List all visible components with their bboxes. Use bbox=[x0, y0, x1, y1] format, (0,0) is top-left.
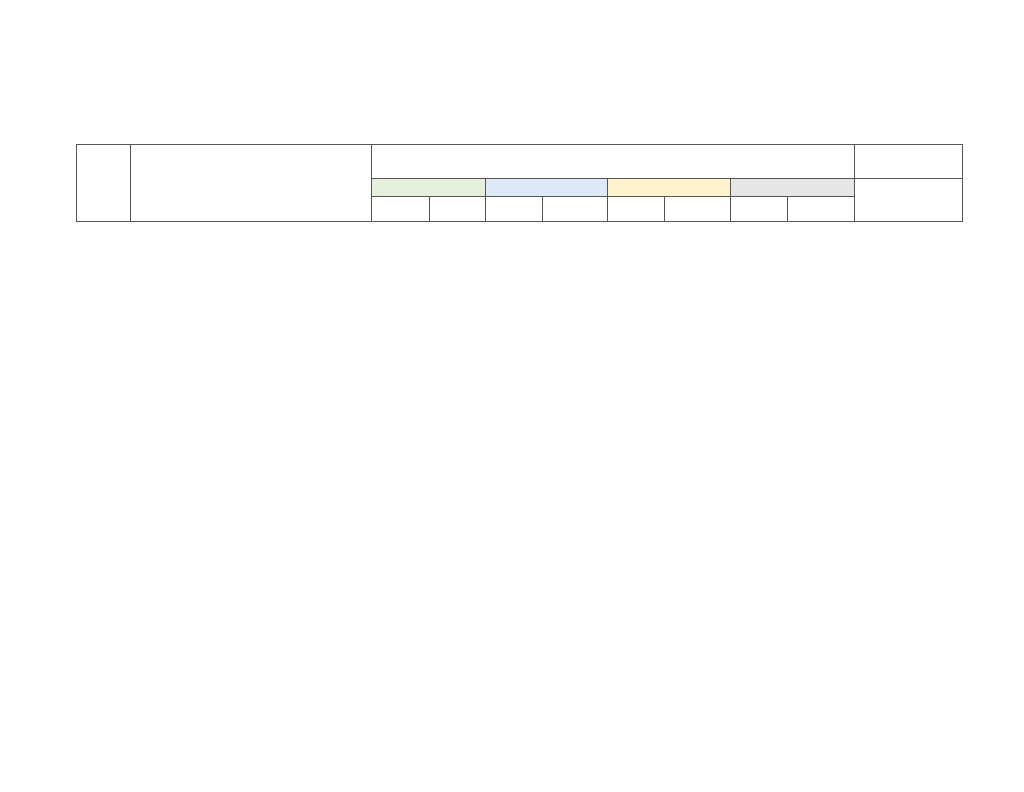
level-application bbox=[608, 179, 731, 197]
total-row bbox=[77, 222, 963, 256]
content-header bbox=[131, 145, 372, 222]
sub-tnkq bbox=[486, 197, 543, 222]
level-recognition bbox=[372, 179, 486, 197]
sub-tl bbox=[665, 197, 731, 222]
sub-tl bbox=[543, 197, 608, 222]
sub-tl bbox=[788, 197, 855, 222]
sub-tnkq bbox=[731, 197, 788, 222]
sub-tl bbox=[430, 197, 486, 222]
assessment-matrix-table bbox=[76, 144, 963, 290]
level-understanding bbox=[486, 179, 608, 197]
sub-tnkq bbox=[372, 197, 430, 222]
ratio-row bbox=[77, 256, 963, 273]
total-header bbox=[855, 145, 963, 179]
level-high-application bbox=[731, 179, 855, 197]
header-row-1 bbox=[77, 145, 963, 179]
sub-tnkq bbox=[608, 197, 665, 222]
general-ratio-row bbox=[77, 273, 963, 290]
total-header-blank bbox=[855, 179, 963, 222]
level-header bbox=[372, 145, 855, 179]
tt-header bbox=[77, 145, 131, 222]
